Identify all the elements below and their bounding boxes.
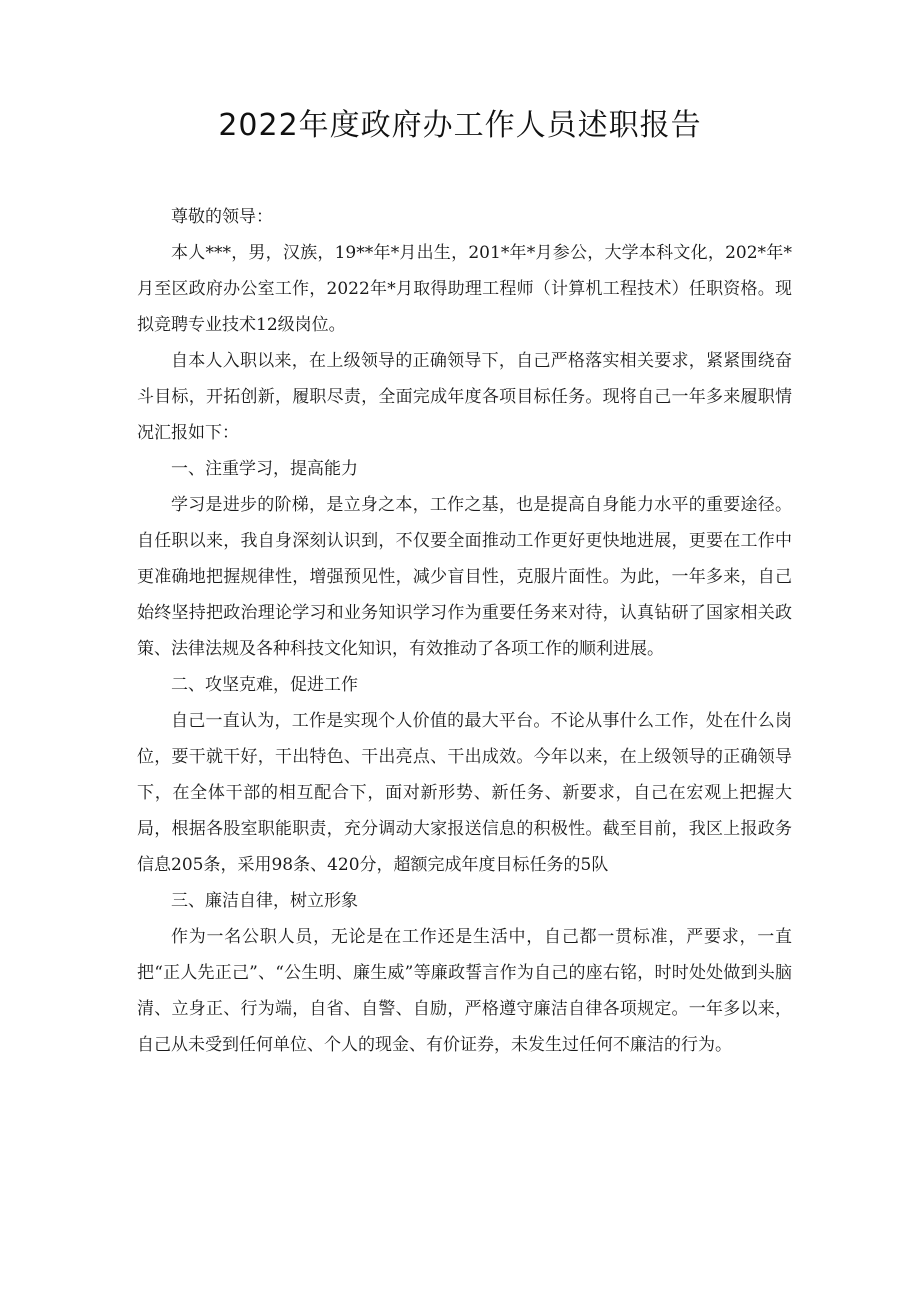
document-body <box>137 199 792 1063</box>
section-3-heading: 三、廉洁自律，树立形象 <box>171 891 358 911</box>
section-2-heading: 二、攻坚克难，促进工作 <box>171 675 358 695</box>
salutation: 尊敬的领导： <box>171 207 273 227</box>
section-1-heading: 一、注重学习，提高能力 <box>171 459 358 479</box>
section-1-paragraph: 学习是进步的阶梯，是立身之本，工作之基，也是提高自身能力水平的重要途径。自任职以来，我自身深刻认识到，不仅要全面推动工作更好更快地进展，更要在工作中更准确地把握规律性，增强预见性，减少盲目性，克服片面性。为此，一年多来，自己始终坚持把政治理论学习和业务知识学习作为重要任务来对待，认真钻研了国家相关政策、法律法规及各种科技文化知识，有效推动了各项工作的顺利进展。 <box>137 495 792 659</box>
section-2-paragraph: 自己一直认为，工作是实现个人价值的最大平台。不论从事什么工作，处在什么岗位，要干就干好，干出特色、干出亮点、干出成效。今年以来，在上级领导的正确领导下，在全体干部的相互配合下，面对新形势、新任务、新要求，自己在宏观上把握大局，根据各股室职能职责，充分调动大家报送信息的积极性。截至目前，我区上报政务信息205条，采用98条、420分，超额完成年度目标任务的5队 <box>137 711 792 875</box>
overview-paragraph: 自本人入职以来，在上级领导的正确领导下，自己严格落实相关要求，紧紧围绕奋斗目标，开拓创新，履职尽责，全面完成年度各项目标任务。现将自己一年多来履职情况汇报如下： <box>137 351 792 443</box>
document-title: 2022年度政府办工作人员述职报告 <box>218 108 702 143</box>
section-3-paragraph: 作为一名公职人员，无论是在工作还是生活中，自己都一贯标准，严要求，一直把“正人先正己”、“公生明、廉生威”等廉政誓言作为自己的座右铭，时时处处做到头脑清、立身正、行为端，自省、自警、自励，严格遵守廉洁自律各项规定。一年多以来，自己从未受到任何单位、个人的现金、有价证券，未发生过任何不廉洁的行为。 <box>137 927 792 1055</box>
intro-paragraph: 本人***，男，汉族，19**年*月出生，201*年*月参公，大学本科文化，202*年*月至区政府办公室工作，2022年*月取得助理工程师（计算机工程技术）任职资格。现拟竞聘专业技术12级岗位。 <box>137 243 792 335</box>
